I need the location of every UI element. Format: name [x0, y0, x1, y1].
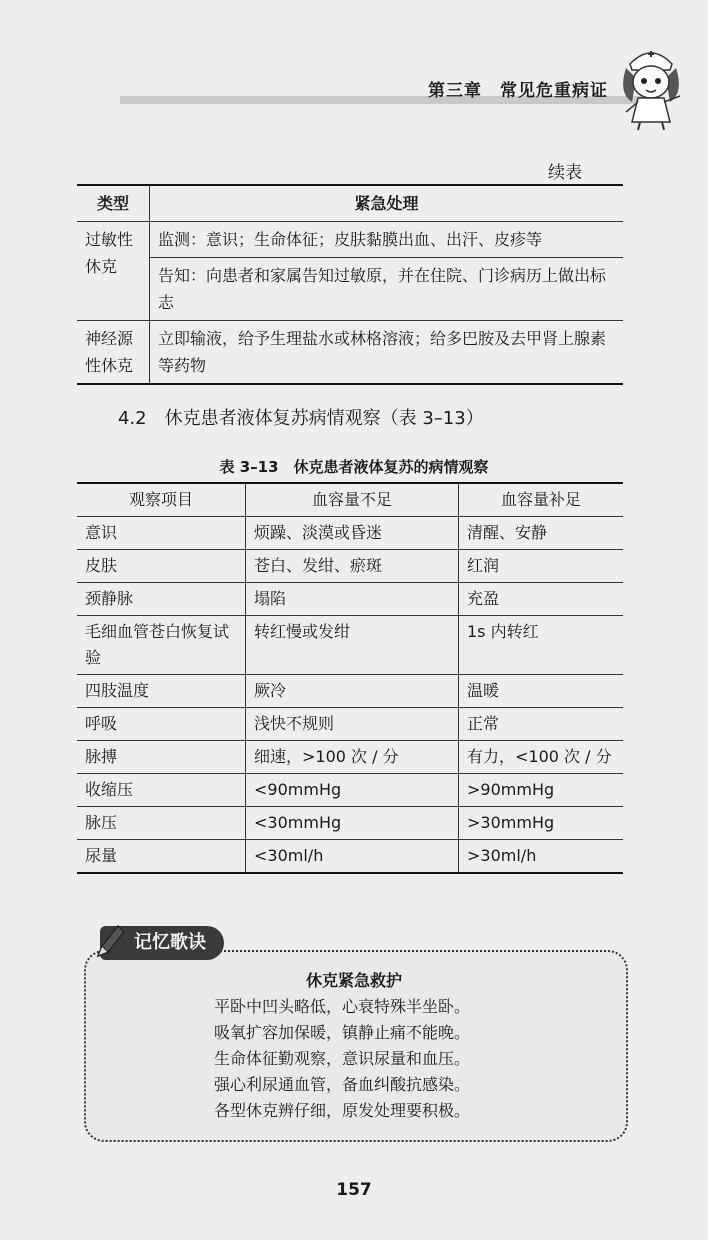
- sufficient-cell: >30mmHg: [459, 807, 624, 840]
- table-row: [77, 741, 623, 774]
- table-row: [77, 675, 623, 708]
- header-insufficient: 血容量不足: [246, 483, 459, 517]
- header-type: 类型: [77, 185, 150, 222]
- insufficient-cell: <90mmHg: [246, 774, 459, 807]
- continued-label: 续表: [548, 163, 582, 183]
- type-cell: 神经源性休克: [77, 321, 150, 385]
- table-row: [77, 517, 623, 550]
- treatment-cell: 立即输液，给予生理盐水或林格溶液；给多巴胺及去甲肾上腺素等药物: [150, 321, 624, 385]
- table-row: [77, 774, 623, 807]
- treatment-cell: 监测：意识；生命体征；皮肤黏膜出血、出汗、皮疹等: [150, 222, 624, 258]
- table-row: [77, 840, 623, 874]
- rhyme-line: 平卧中凹头略低，心衰特殊半坐卧。: [214, 997, 471, 1016]
- memory-rhyme-title: 休克紧急救护: [305, 971, 402, 990]
- item-cell: 意识: [77, 517, 246, 550]
- chapter-title: 第三章 常见危重病证: [428, 81, 608, 101]
- table-row: [77, 321, 623, 385]
- item-cell: 皮肤: [77, 550, 246, 583]
- sufficient-cell: 有力，<100 次 / 分: [459, 741, 624, 774]
- rhyme-line: 各型休克辨仔细，原发处理要积极。: [214, 1101, 471, 1120]
- insufficient-cell: 烦躁、淡漠或昏迷: [246, 517, 459, 550]
- section-heading: 4.2 休克患者液体复苏病情观察（表 3–13）: [118, 408, 484, 429]
- insufficient-cell: 浅快不规则: [246, 708, 459, 741]
- memory-rhyme-tag: 记忆歌诀: [100, 926, 224, 960]
- header-item: 观察项目: [77, 483, 246, 517]
- item-cell: 呼吸: [77, 708, 246, 741]
- table-row: [77, 616, 623, 675]
- table-header-row: [77, 185, 623, 222]
- rhyme-line: 吸氧扩容加保暖，镇静止痛不能晚。: [214, 1023, 471, 1042]
- fluid-resuscitation-table: [77, 482, 623, 874]
- insufficient-cell: 苍白、发绀、瘀斑: [246, 550, 459, 583]
- rhyme-line: 生命体征勤观察，意识尿量和血压。: [214, 1049, 471, 1068]
- item-cell: 颈静脉: [77, 583, 246, 616]
- table-row: [77, 550, 623, 583]
- memory-rhyme-lines: [214, 994, 470, 1124]
- table-header-row: [77, 483, 623, 517]
- type-cell: 过敏性休克: [77, 222, 150, 321]
- insufficient-cell: 塌陷: [246, 583, 459, 616]
- rhyme-line: 强心利尿通血管，备血纠酸抗感染。: [214, 1075, 471, 1094]
- table-row: [77, 807, 623, 840]
- item-cell: 收缩压: [77, 774, 246, 807]
- sufficient-cell: 1s 内转红: [459, 616, 624, 675]
- item-cell: 尿量: [77, 840, 246, 874]
- sufficient-cell: >30ml/h: [459, 840, 624, 874]
- insufficient-cell: 转红慢或发绀: [246, 616, 459, 675]
- insufficient-cell: <30mmHg: [246, 807, 459, 840]
- nurse-mascot-icon: [610, 38, 692, 130]
- sufficient-cell: 充盈: [459, 583, 624, 616]
- item-cell: 四肢温度: [77, 675, 246, 708]
- pencil-icon: [92, 922, 126, 962]
- table-caption: 表 3–13 休克患者液体复苏的病情观察: [219, 458, 489, 476]
- table-row: [77, 222, 623, 258]
- insufficient-cell: <30ml/h: [246, 840, 459, 874]
- item-cell: 脉压: [77, 807, 246, 840]
- page-number: 157: [336, 1180, 372, 1200]
- sufficient-cell: 正常: [459, 708, 624, 741]
- sufficient-cell: 温暖: [459, 675, 624, 708]
- table-row: [77, 583, 623, 616]
- item-cell: 毛细血管苍白恢复试验: [77, 616, 246, 675]
- table-row: [77, 258, 623, 321]
- item-cell: 脉搏: [77, 741, 246, 774]
- insufficient-cell: 厥冷: [246, 675, 459, 708]
- emergency-treatment-table: [77, 184, 623, 385]
- insufficient-cell: 细速，>100 次 / 分: [246, 741, 459, 774]
- sufficient-cell: 清醒、安静: [459, 517, 624, 550]
- treatment-cell: 告知：向患者和家属告知过敏原，并在住院、门诊病历上做出标志: [150, 258, 624, 321]
- header-treatment: 紧急处理: [150, 185, 624, 222]
- sufficient-cell: 红润: [459, 550, 624, 583]
- sufficient-cell: >90mmHg: [459, 774, 624, 807]
- header-sufficient: 血容量补足: [459, 483, 624, 517]
- table-row: [77, 708, 623, 741]
